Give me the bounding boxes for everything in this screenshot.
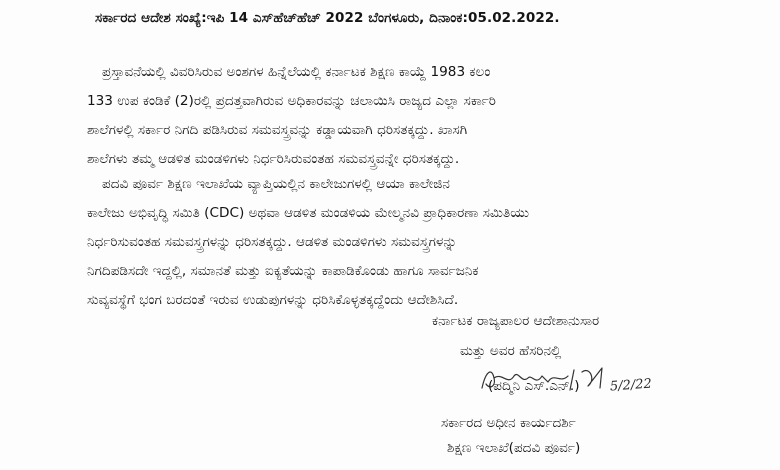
paragraph-uniform-colleges	[87, 170, 529, 315]
order-number-line: ಸರ್ಕಾರದ ಆದೇಶ ಸಂಖ್ಯೆ:ಇಪಿ 14 ಎಸ್‌ಹೆಚ್‌ಹೆಚ್ 2022 ಬೆಂಗಳೂರು, ದಿನಾಂಕ:05.02.2022.	[95, 10, 560, 26]
authority-line: ಕರ್ನಾಟಕ ರಾಜ್ಯಪಾಲರ ಆದೇಶಾನುಸಾರ	[432, 313, 600, 329]
authority-line: ಮತ್ತು ಅವರ ಹೆಸರಿನಲ್ಲಿ	[460, 343, 562, 359]
paragraph-line: ಸುವ್ಯವಸ್ಥೆಗೆ ಭಂಗ ಬರದಂತೆ ಇರುವ ಉಡುಪುಗಳನ್ನು ಧರಿಸಿಕೊಳ್ಳತಕ್ಕದ್ದೆಂದು ಆದೇಶಿಸಿದೆ.	[87, 292, 459, 308]
paragraph-line: ಶಾಲೆಗಳು ತಮ್ಮ ಆಡಳಿತ ಮಂಡಳಿಗಳು ನಿರ್ಧರಿಸಿರುವಂತಹ ಸಮವಸ್ತ್ರವನ್ನೇ ಧರಿಸತಕ್ಕದ್ದು.	[87, 151, 460, 167]
handwritten-date: 5/2/22	[609, 376, 653, 395]
paragraph-line: ಪ್ರಸ್ತಾವನೆಯಲ್ಲಿ ವಿವರಿಸಿರುವ ಅಂಶಗಳ ಹಿನ್ನೆಲೆಯಲ್ಲಿ ಕರ್ನಾಟಕ ಶಿಕ್ಷಣ ಕಾಯ್ದೆ 1983 ಕಲಂ	[102, 64, 491, 80]
signatory-name: (ಪದ್ಮಿನಿ ಎಸ್.ಎನ್.)	[488, 378, 580, 394]
paragraph-line: ಕಾಲೇಜು ಅಭಿವೃದ್ಧಿ ಸಮಿತಿ (CDC) ಅಥವಾ ಆಡಳಿತ ಮಂಡಳಿಯ ಮೇಲ್ಮನವಿ ಪ್ರಾಧಿಕಾರಣಾ ಸಮಿತಿಯು	[87, 205, 530, 221]
paragraph-line: ಶಾಲೆಗಳಲ್ಲಿ ಸರ್ಕಾರ ನಿಗದಿ ಪಡಿಸಿರುವ ಸಮವಸ್ತ್ರವನ್ನು ಕಡ್ಡಾಯವಾಗಿ ಧರಿಸತಕ್ಕದ್ದು. ಖಾಸಗಿ	[87, 122, 468, 138]
signatory-department: ಶಿಕ್ಷಣ ಇಲಾಖೆ(ಪದವಿ ಪೂರ್ವ)	[447, 440, 581, 456]
paragraph-line: ನಿಗದಿಪಡಿಸದೇ ಇದ್ದಲ್ಲಿ, ಸಮಾನತೆ ಮತ್ತು ಐಕ್ಯತೆಯನ್ನು ಕಾಪಾಡಿಕೊಂಡು ಹಾಗೂ ಸಾರ್ವಜನಿಕ	[87, 263, 479, 279]
paragraph-line: ಪದವಿ ಪೂರ್ವ ಶಿಕ್ಷಣ ಇಲಾಖೆಯ ವ್ಯಾಪ್ತಿಯಲ್ಲಿನ ಕಾಲೇಜುಗಳಲ್ಲಿ ಆಯಾ ಕಾಲೇಜಿನ	[102, 176, 450, 192]
paragraph-line: ನಿರ್ಧರಿಸುವಂತಹ ಸಮವಸ್ತ್ರಗಳನ್ನು ಧರಿಸತಕ್ಕದ್ದು. ಆಡಳಿತ ಮಂಡಳಿಗಳು ಸಮವಸ್ತ್ರಗಳನ್ನು	[87, 234, 458, 250]
paragraph-line: 133 ಉಪ ಕಂಡಿಕೆ (2)ರಲ್ಲಿ ಪ್ರದತ್ತವಾಗಿರುವ ಅಧಿಕಾರವನ್ನು ಚಲಾಯಿಸಿ ರಾಜ್ಯದ ಎಲ್ಲಾ ಸರ್ಕಾರಿ	[87, 93, 496, 109]
paragraph-uniform-schools	[87, 58, 496, 174]
signatory-designation: ಸರ್ಕಾರದ ಅಧೀನ ಕಾರ್ಯದರ್ಶಿ	[441, 415, 576, 431]
